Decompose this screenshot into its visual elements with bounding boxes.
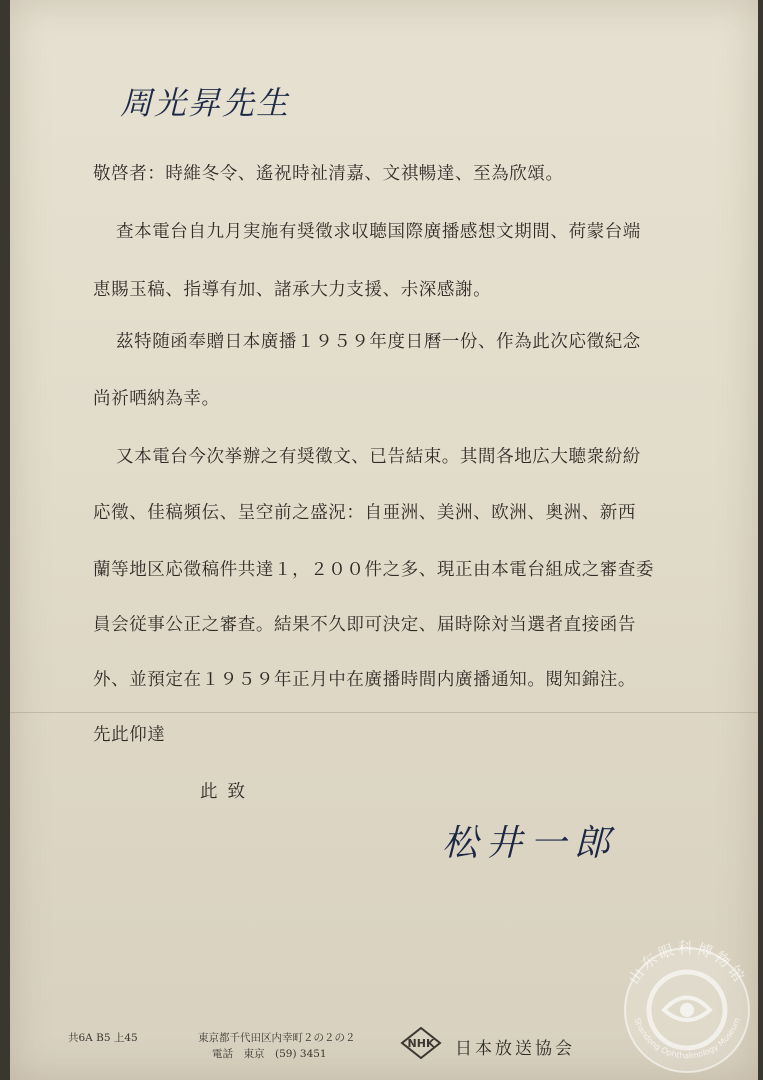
form-code: 共6A B5 上45 xyxy=(68,1032,138,1044)
letter-page xyxy=(10,0,758,1080)
nhk-logo-text: NHK xyxy=(407,1037,435,1050)
letter-line-10: 外、並預定在１９５９年正月中在廣播時間内廣播通知。閱知錦注。 xyxy=(93,670,636,690)
fold-crease xyxy=(10,712,758,713)
organization-name: 日本放送協会 xyxy=(455,1039,575,1059)
letter-line-6: 又本電台今次挙辦之有奨徵文、已告結束。其間各地広大聴衆紛紛 xyxy=(116,447,641,467)
nhk-logo-icon xyxy=(400,1026,442,1060)
salutation: 周光昇先生 xyxy=(120,84,291,122)
letter-line-7: 応徵、佳稿頻伝、呈空前之盛況：自亜洲、美洲、欧洲、奥洲、新西 xyxy=(93,503,636,523)
address: 東京都千代田区内幸町２の２の２ xyxy=(198,1032,356,1044)
museum-watermark-icon xyxy=(612,930,762,1080)
letter-line-9: 員会従事公正之審查。結果不久即可決定、届時除対当選者直接函告 xyxy=(93,615,636,635)
letter-line-8: 蘭等地区応徵稿件共達１，２００件之多、現正由本電台組成之審查委 xyxy=(93,560,655,580)
letter-line-1: 敬啓者：時維冬令、遙祝時祉清嘉、文祺暢達、至為欣頌。 xyxy=(93,164,564,184)
signature: 松井一郎 xyxy=(442,823,619,864)
closing: 此致 xyxy=(200,782,255,802)
letter-line-11: 先此仰達 xyxy=(93,725,166,745)
telephone: 電話 東京 (59) 3451 xyxy=(212,1048,327,1060)
watermark-chinese: 山东眼科博物馆 xyxy=(624,939,750,988)
letter-line-5: 尚祈哂納為幸。 xyxy=(93,389,220,409)
watermark-english: Shandong Ophthalmology Museum xyxy=(632,1016,742,1061)
letter-line-4: 茲特随函奉贈日本廣播１９５９年度日曆一份、作為此次応徵紀念 xyxy=(116,332,641,352)
letter-line-3: 恵賜玉稿、指導有加、諸承大力支援、尗深感謝。 xyxy=(93,280,492,300)
letter-line-2: 查本電台自九月実施有奨徵求収聴国際廣播感想文期間、荷蒙台端 xyxy=(116,222,641,242)
